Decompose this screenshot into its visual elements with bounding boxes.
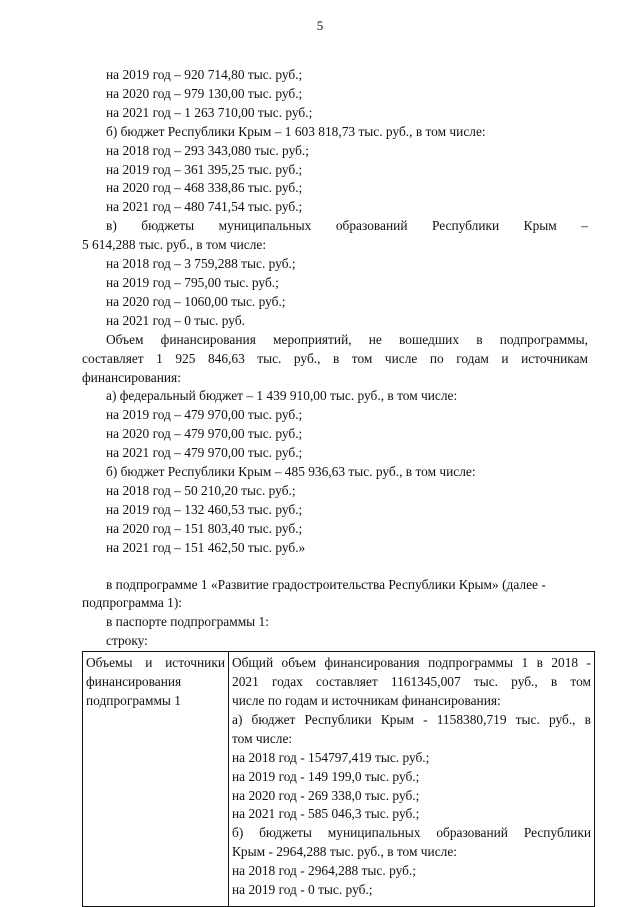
text-line: подпрограмма 1):: [82, 595, 182, 611]
text-line: строку:: [106, 633, 148, 649]
text-line: на 2020 год – 479 970,00 тыс. руб.;: [106, 426, 303, 442]
cell-line: числе по годам и источникам финансирования:: [232, 693, 501, 708]
text-line-justified: Объем финансирования мероприятий, не вошедших в подпрограммы,: [106, 331, 588, 347]
cell-line: финансирования: [86, 674, 182, 690]
cell-line: на 2019 год - 149 199,0 тыс. руб.;: [232, 768, 420, 784]
table-cell-value: [229, 652, 595, 907]
passport-table: [82, 651, 595, 907]
text-line: б) бюджет Республики Крым – 1 603 818,73 тыс. руб., в том числе:: [106, 123, 486, 139]
cell-line: а) бюджет Республики Крым - 1158380,719 тыс. руб., в: [232, 711, 591, 727]
text-line: на 2019 год – 361 395,25 тыс. руб.;: [106, 161, 303, 177]
text-line-justified: составляет 1 925 846,63 тыс. руб., в том числе по годам и источникам: [82, 350, 588, 366]
cell-line: Крым - 2964,288 тыс. руб., в том числе:: [232, 844, 457, 860]
text-line: в паспорте подпрограммы 1:: [106, 614, 269, 630]
text-line: на 2020 год – 468 338,86 тыс. руб.;: [106, 180, 303, 196]
text-line: а) федеральный бюджет – 1 439 910,00 тыс. руб., в том числе:: [106, 388, 458, 404]
cell-line: на 2021 год - 585 046,3 тыс. руб.;: [232, 806, 420, 822]
text-line: на 2018 год – 293 343,080 тыс. руб.;: [106, 142, 309, 158]
text-line: на 2021 год – 151 462,50 тыс. руб.»: [106, 539, 306, 555]
text-line: на 2021 год – 0 тыс. руб.: [106, 312, 245, 328]
text-line: на 2020 год – 1060,00 тыс. руб.;: [106, 293, 286, 309]
table-row: [83, 652, 595, 907]
text-line: финансирования:: [82, 369, 181, 385]
text-line: на 2019 год – 795,00 тыс. руб.;: [106, 274, 279, 290]
cell-line: Объемы и источники: [86, 655, 225, 671]
cell-line: Общий объем финансирования подпрограммы 1 в 2018 -: [232, 655, 591, 671]
page-number: 5: [316, 18, 324, 33]
text-line: на 2019 год – 479 970,00 тыс. руб.;: [106, 407, 303, 423]
table-cell-label: [83, 652, 229, 907]
cell-line: на 2018 год - 2964,288 тыс. руб.;: [232, 863, 416, 879]
cell-line: б) бюджеты муниципальных образований Республики: [232, 825, 591, 841]
cell-line: том числе:: [232, 730, 293, 746]
text-line: на 2018 год – 3 759,288 тыс. руб.;: [106, 256, 296, 272]
text-line: б) бюджет Республики Крым – 485 936,63 тыс. руб., в том числе:: [106, 464, 476, 480]
cell-line: 2021 годах составляет 1161345,007 тыс. руб., в том: [232, 674, 591, 690]
text-line: 5 614,288 тыс. руб., в том числе:: [82, 237, 267, 253]
text-line: на 2021 год – 479 970,00 тыс. руб.;: [106, 445, 303, 461]
text-line: на 2020 год – 979 130,00 тыс. руб.;: [106, 85, 303, 101]
text-line: на 2019 год – 920 714,80 тыс. руб.;: [106, 67, 303, 82]
text-line: на 2019 год – 132 460,53 тыс. руб.;: [106, 501, 303, 517]
cell-line: на 2020 год - 269 338,0 тыс. руб.;: [232, 787, 420, 803]
document-body: [82, 66, 591, 907]
text-line-justified: в) бюджеты муниципальных образований Республики Крым –: [106, 218, 588, 234]
text-line: на 2021 год – 480 741,54 тыс. руб.;: [106, 199, 303, 215]
text-line: на 2018 год – 50 210,20 тыс. руб.;: [106, 482, 296, 498]
text-line: на 2021 год – 1 263 710,00 тыс. руб.;: [106, 104, 313, 120]
cell-line: на 2019 год - 0 тыс. руб.;: [232, 882, 373, 898]
cell-line: подпрограммы 1: [86, 693, 181, 708]
cell-line: на 2018 год - 154797,419 тыс. руб.;: [232, 749, 430, 765]
text-line: в подпрограмме 1 «Развитие градостроительства Республики Крым» (далее -: [106, 576, 546, 592]
text-line: на 2020 год – 151 803,40 тыс. руб.;: [106, 520, 303, 536]
